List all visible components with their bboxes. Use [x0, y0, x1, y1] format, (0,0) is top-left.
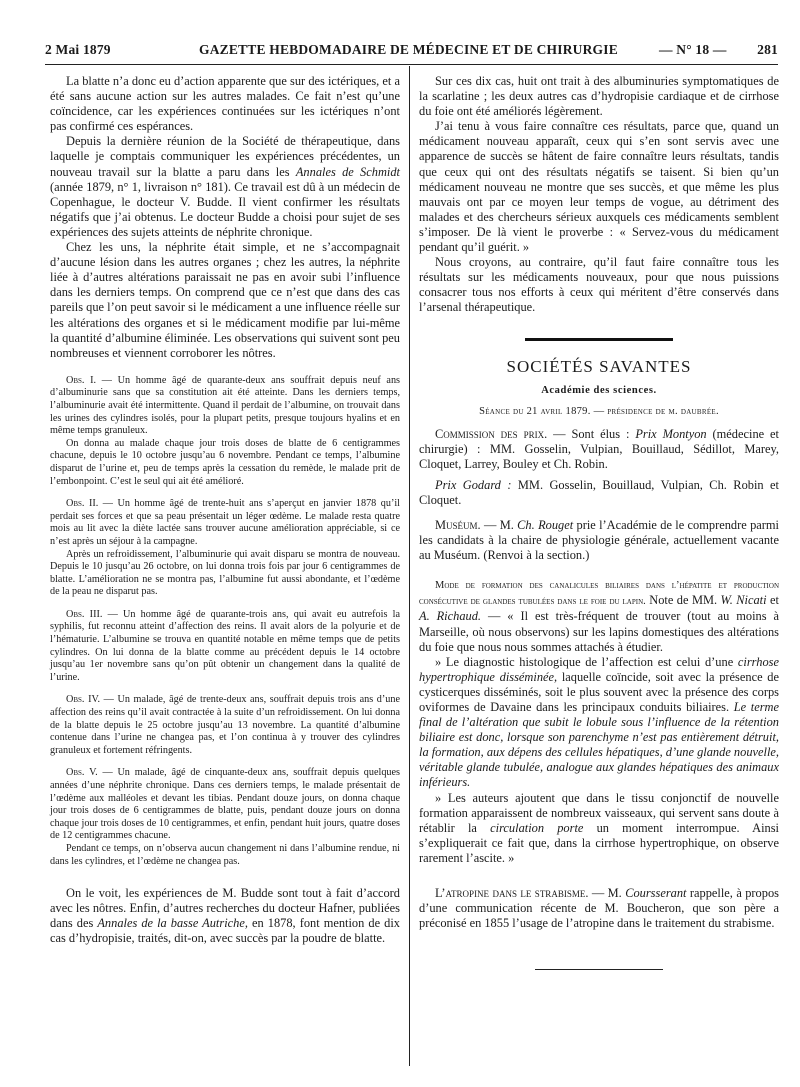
- paragraph: Pendant ce temps, on n’observa aucun changement ni dans l’albumine rendue, ni dans les cylindres, et l’œdème ne changea pas.: [50, 842, 400, 867]
- section-rule: [525, 338, 673, 341]
- page-number: 281: [757, 42, 778, 57]
- text: — Un homme âgé de trente-huit ans s’aperçut en janvier 1878 qu’il perdait ses forces et que sa peau présentait un léger œdème. Le malade resta quatre mois au lit avec la diète lactée sans trouver aucune amélioration appréciable, si ce n’est après un séjour à la campagne.: [50, 498, 400, 547]
- author-name: A. Richaud.: [419, 609, 482, 624]
- text: — Un malade, âgé de cinquante-deux ans, souffrait depuis quelques années d’une néphrite chronique. Dans ces derniers temps, le malade présentait de l’œdème aux malléoles et devant les tibias. Pendant douze jours, on donna chaque jour trois doses de 6 centigrammes de blatte, puis, pendant douze jours on donna chaque jour trois doses de 10 centigrammes, et enfin, pendant huit jours, quatre doses de 12 centigrammes chacune.: [50, 767, 401, 842]
- paragraph: J’ai tenu à vous faire connaître ces résultats, parce que, quand un médicament nouveau apparaît, ceux qui s’en sont servis avec une apparence de succès se hâtent de faire connaître leurs résultats, tandis que ceux qui ont des résultats négatifs se taisent. Si bien qu’un médicament nouveau ne montre que ses succès, et que même les plus mauvais ont par ce moyen leur temps de vogue, au détriment des malades et des chercheurs sérieux auxquels ces médicaments semblent s’imposer. De là vient le proverbe : « Servez-vous du médicament pendant qu’il guérit. »: [419, 119, 779, 255]
- emphasis: cirrhose hypertrophique disséminée,: [419, 654, 779, 684]
- paragraph: [50, 886, 400, 946]
- prix-paragraph: [419, 427, 779, 472]
- text: — Un homme âgé de quarante-deux ans souffrait depuis neuf ans d’albuminurie sans que sa constitution ait été atteinte. Dans les derniers temps, l’albuminurie avait été intermittente. Quand il perdait de l’albumine, on trouvait dans les urines des cylindres isolés, pour la plupart petits, presque toujours hyalins et en même temps granuleux.: [50, 374, 401, 437]
- text: (année 1879, n° 1, livraison n° 181). Ce travail est dû à un médecin de Copenhague, le docteur V. Budde. Il vient confirmer les résultats négatifs que j’ai obtenus. Le docteur Budde a choisi pour sujet de ses expériences des sujets atteints de néphrite chronique.: [50, 179, 400, 239]
- text: — Sont élus :: [553, 426, 630, 441]
- label: Mode de formation des canalicules biliaires dans l’hépatite et production consécutive de glandes tubulées dans le foie du lapin.: [419, 580, 779, 608]
- author-name: W. Nicati: [720, 593, 767, 608]
- observation-4: [50, 694, 400, 757]
- text: MM. Gosselin, Bouillaud, Vulpian, Ch. Robin et Cloquet.: [419, 477, 779, 507]
- canalicules-paragraph: [419, 577, 779, 654]
- text: — M.: [591, 886, 622, 901]
- observation-1: [50, 375, 400, 438]
- paragraph: On donna au malade chaque jour trois doses de blatte de 6 centigrammes chacune, depuis le 10 octobre jusqu’au 6 novembre. Pendant ce temps, l’albumine disparut de l’urine et, peu de temps après la cessation du remède, le malade prit de l’embonpoint. C’est le seul qui ait été amélioré.: [50, 437, 400, 487]
- obs-label: Obs. V.: [66, 767, 98, 779]
- observation-5: [50, 767, 400, 843]
- header-rule: [45, 64, 778, 65]
- text: — Un malade, âgé de trente-deux ans, souffrait depuis trois ans d’une affection des reins qu’il avait contractée à la suite d’un refroidissement. On lui donna de la blatte depuis le 25 octobre jusqu’au 13 novembre. La quantité d’albumine contenue dans l’urine ne changea pas, et l’on continua à y trouver des cylindres granuleux et fortement réfringents.: [50, 694, 400, 756]
- column-divider: [409, 66, 410, 1066]
- end-rule: [535, 969, 663, 970]
- prize-name: Prix Montyon: [635, 426, 707, 441]
- paragraph: Après un refroidissement, l’albuminurie qui avait disparu se montra de nouveau. Depuis le 10 jusqu’au 26 octobre, on lui donna trois fois par jour 6 centigrammes de blatte. L’amélioration ne se montra pas, l’albumine fut aussi abondante, et l’œdème de la peau ne disparut pas.: [50, 548, 400, 598]
- prize-name: Prix Godard :: [435, 477, 512, 492]
- right-column: [419, 74, 779, 970]
- academy-heading: Académie des sciences.: [541, 384, 657, 396]
- running-header: [45, 42, 778, 62]
- label: L’atropine dans le strabisme.: [435, 886, 589, 901]
- label: Commission des prix.: [435, 426, 548, 441]
- journal-ref: Annales de Schmidt: [295, 164, 400, 179]
- text: et: [770, 593, 779, 608]
- paragraph: [50, 134, 400, 240]
- text: (médecine et chirurgie) : MM. Gosselin, Vulpian, Bouillaud, Sédillot, Marey, Cloquet, Larrey, Bouley et Ch. Robin.: [419, 426, 779, 471]
- session-heading: Séance du 21 avril 1879. — présidence de m. daubrée.: [479, 405, 719, 417]
- text: laquelle coïncide, soit avec la présence de cysticerques disséminés, soit le plus souvent avec la présence des corps oviformes de Davaine dans les principaux conduits biliaires.: [419, 669, 779, 714]
- journal-ref: Annales de la basse Autriche,: [97, 916, 248, 931]
- paragraph: Sur ces dix cas, huit ont trait à des albuminuries symptomatiques de la scarlatine ; les deux autres cas d’hydropisie cardiaque et de cirrhose du foie ont été améliorés légèrement.: [419, 74, 779, 119]
- paragraph: La blatte n’a donc eu d’action apparente que sur des ictériques, et a été sans aucune action sur les autres malades. Ce fait n’est qu’une coïncidence, car les expériences continuées sur les ictériques n’ont pas confirmé ces espérances.: [50, 74, 400, 134]
- text: Depuis la dernière réunion de la Société de thérapeutique, dans laquelle je comptais communiquer les expériences précédentes, un nouveau travail sur la blatte a paru dans les: [50, 134, 400, 179]
- observation-2: [50, 498, 400, 548]
- emphasis: Le terme final de l’altération que subit le lobule sous l’influence de la rétention biliaire est donc, lorsque son parenchyme n’est pas entièrement détruit, la formation, aux dépens des cellules hépatiques, d’une glande nouvelle, véritable glande tubulée, analogue aux glandes hépatiques des animaux inférieurs.: [419, 700, 779, 790]
- text: rappelle, à propos d’une communication récente de M. Boucheron, que son père a préconisé en 1855 l’usage de l’atropine dans le traitement du strabisme.: [419, 886, 779, 931]
- text: un moment interrompue. Ainsi s’expliquerait ce fait que, dans la cirrhose hypertrophique, on observe rarement l’ascite. »: [419, 820, 779, 865]
- person-name: Coursserant: [625, 886, 687, 901]
- text: Note de MM.: [649, 593, 718, 608]
- text: prie l’Académie de le comprendre parmi les candidats à la chaire de physiologie générale, actuellement vacante au Muséum. (Renvoi à la section.): [419, 517, 779, 563]
- paragraph: Nous croyons, au contraire, qu’il faut faire connaître tous les résultats sur les médicaments nouveaux, pour que nous puissions consacrer tous nos efforts à ceux qui méritent d’être conservés dans l’arsenal thérapeutique.: [419, 255, 779, 315]
- obs-label: Obs. I.: [66, 374, 97, 386]
- text: — « Il est très-fréquent de trouver (tout au moins à Marseille, où nous observons) sur les lapins domestiques des altérations du foie que nous nous sommes attachés à étudier.: [419, 609, 780, 654]
- obs-label: Obs. III.: [66, 608, 103, 620]
- museum-paragraph: [419, 518, 779, 563]
- section-title: SOCIÉTÉS SAVANTES: [506, 356, 692, 376]
- journal-title: GAZETTE HEBDOMADAIRE DE MÉDECINE ET DE CHIRURGIE: [199, 42, 618, 57]
- text: — Un homme âgé de quarante-trois ans, qui avait eu autrefois la syphilis, fut reconnu atteint d’affection des reins. Il avait alors de la polyurie et de l’hématurie. L’albumine se trouva en quantité notable en même temps que de petits cylindres. On lui donna de la blatte comme au précédent depuis le 14 octobre jusqu’au 1er novembre sans qu’on pût obtenir un changement dans la qualité de l’urine.: [50, 608, 400, 683]
- header-date: 2 Mai 1879: [45, 42, 111, 57]
- issue-number: — N° 18 —: [659, 42, 727, 57]
- godard-paragraph: [419, 478, 779, 508]
- observation-3: [50, 609, 400, 685]
- text: » Les auteurs ajoutent que dans le tissu conjonctif de nouvelle formation apparaissent de nombreux vaisseaux, qui servent sans doute à rétablir la: [419, 790, 779, 835]
- person-name: Ch. Rouget: [517, 517, 574, 532]
- obs-label: Obs. II.: [66, 498, 99, 510]
- diagnostic-paragraph: [419, 655, 779, 791]
- text: » Le diagnostic histologique de l’affection est celui d’une: [435, 654, 734, 669]
- text: On le voit, les expériences de M. Budde sont tout à fait d’accord avec les nôtres. Enfin, d’autres recherches du docteur Hafner, publiées dans des: [50, 886, 400, 931]
- paragraph: Chez les uns, la néphrite était simple, et ne s’accompagnait d’aucune lésion dans les autres organes ; chez les autres, la néphrite liée à d’autres altérations paraissait ne pas en avoir subi l’influence dans les derniers temps. On comprend que ce n’est que dans des cas pareils que l’on peut savoir si le médicament a une influence réelle sur les altérations des organes et si le médicament modifie par lui-même la quantité d’albumine éliminée. Les observations qui suivent sont peu nombreuses et viennent corroborer les nôtres.: [50, 240, 400, 360]
- obs-label: Obs. IV.: [66, 694, 101, 706]
- text: en 1878, font mention de dix cas d’hydropisie, traités, dit-on, avec succès par la poudre de blatte.: [50, 916, 400, 946]
- auteurs-paragraph: [419, 791, 779, 866]
- text: — M.: [483, 517, 514, 532]
- label: Muséum.: [435, 517, 481, 532]
- left-column: [50, 74, 400, 947]
- emphasis: circulation porte: [490, 820, 584, 835]
- atropine-paragraph: [419, 886, 779, 931]
